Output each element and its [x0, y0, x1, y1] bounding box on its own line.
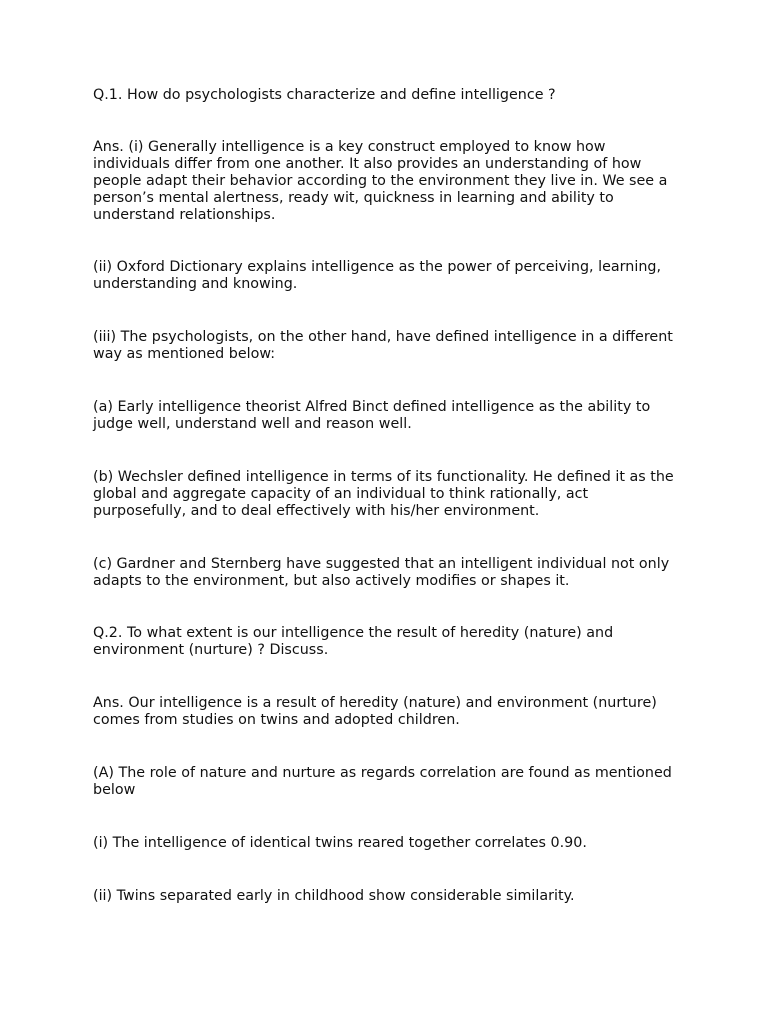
- answer-2-point-ii: (ii) Twins separated early in childhood show considerable similarity.: [93, 888, 575, 904]
- answer-1-part-iii: (iii) The psychologists, on the other hand, have defined intelligence in a different way as mentioned below:: [93, 329, 673, 362]
- answer-1-part-ii: (ii) Oxford Dictionary explains intelligence as the power of perceiving, learning, understanding and knowing.: [93, 259, 661, 292]
- answer-1-point-c: (c) Gardner and Sternberg have suggested that an intelligent individual not only adapts to the environment, but also actively modifies or shapes it.: [93, 556, 670, 589]
- answer-2-intro: Ans. Our intelligence is a result of heredity (nature) and environment (nurture) comes from studies on twins and adopted children.: [93, 695, 657, 728]
- answer-1-part-i: Ans. (i) Generally intelligence is a key construct employed to know how individuals differ from one another. It also provides an understanding of how people adapt their behavior according to the environment they live in. We see a person’s mental alertness, ready wit, quickness in learning and ability to understand relationships.: [93, 139, 668, 223]
- question-2: Q.2. To what extent is our intelligence the result of heredity (nature) and environment (nurture) ? Discuss.: [93, 625, 614, 658]
- answer-2-point-i: (i) The intelligence of identical twins reared together correlates 0.90.: [93, 835, 587, 851]
- answer-2-section-a: (A) The role of nature and nurture as regards correlation are found as mentioned below: [93, 765, 672, 798]
- answer-1-point-b: (b) Wechsler defined intelligence in terms of its functionality. He defined it as the global and aggregate capacity of an individual to think rationally, act purposefully, and to deal effectively with his/her environment.: [93, 469, 674, 519]
- answer-1-point-a: (a) Early intelligence theorist Alfred Binct defined intelligence as the ability to judge well, understand well and reason well.: [93, 399, 651, 432]
- question-1: Q.1. How do psychologists characterize and define intelligence ?: [93, 87, 556, 103]
